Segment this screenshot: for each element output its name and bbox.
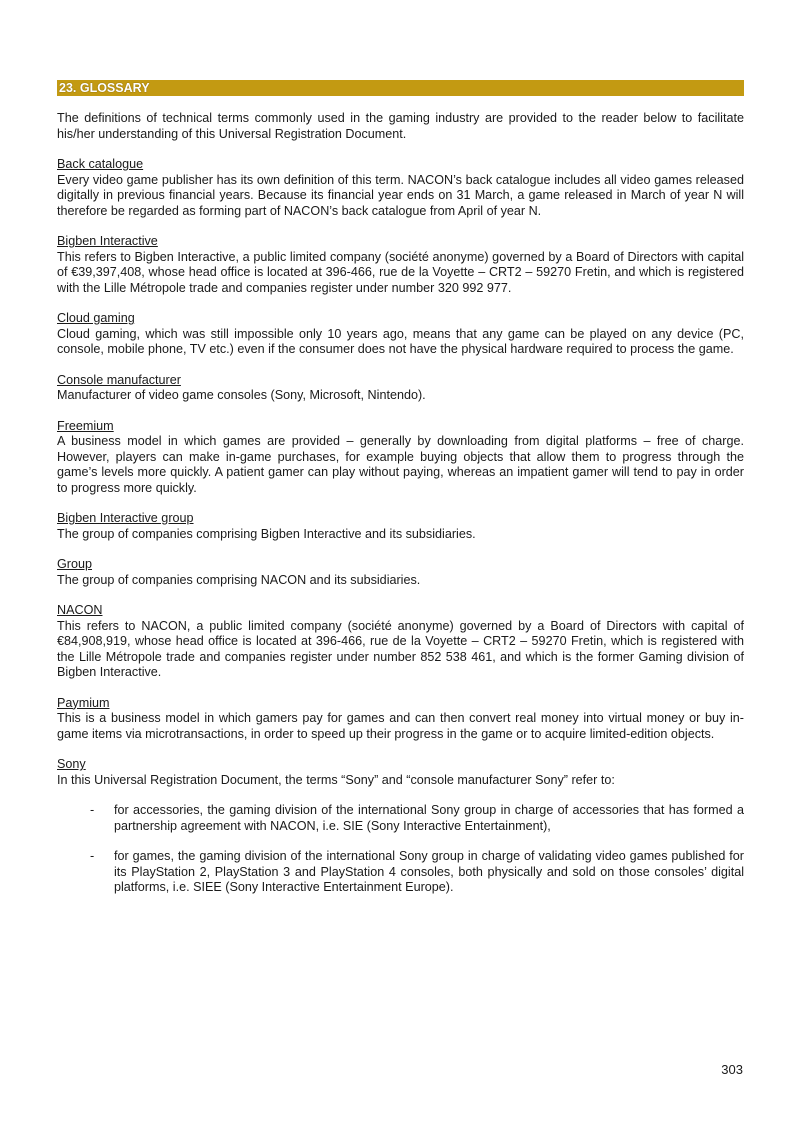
document-page: [57, 80, 744, 911]
glossary-term: Bigben Interactive group: [57, 511, 194, 525]
glossary-entry: [57, 419, 744, 497]
glossary-term: Back catalogue: [57, 157, 144, 171]
list-item-text: for accessories, the gaming division of the international Sony group in charge of accessories that has formed a partnership agreement with NACON, i.e. SIE (Sony Interactive Entertainment),: [114, 803, 744, 833]
sony-definition-list: [57, 803, 744, 896]
glossary-term: Sony: [57, 757, 86, 771]
glossary-entry: [57, 311, 744, 358]
glossary-definition: The group of companies comprising Bigben Interactive and its subsidiaries.: [57, 526, 476, 541]
glossary-term: NACON: [57, 603, 103, 617]
glossary-term: Group: [57, 557, 93, 571]
glossary-term: Console manufacturer: [57, 372, 181, 387]
intro-paragraph: The definitions of technical terms commonly used in the gaming industry are provided to the reader below to facilitate his/her understanding of this Universal Registration Document.: [57, 111, 744, 141]
glossary-definition: Every video game publisher has its own definition of this term. NACON’s back catalogue includes all video games released digitally in previous financial years. Because its financial year ends on 31 March, a game released in March of year N will therefore be regarded as forming part of NACON’s back catalogue from April of year N.: [57, 172, 744, 218]
glossary-definition: Cloud gaming, which was still impossible only 10 years ago, means that any game can be played on any device (PC, console, mobile phone, TV etc.) even if the consumer does not have the physical hardware required to process the game.: [57, 326, 744, 356]
glossary-entry: [57, 757, 744, 896]
glossary-term: Paymium: [57, 695, 110, 710]
glossary-entry: [57, 696, 744, 743]
glossary-entry: [57, 373, 744, 404]
glossary-entry: [57, 603, 744, 681]
glossary-entry: [57, 234, 744, 296]
glossary-definition: This refers to Bigben Interactive, a public limited company (société anonyme) governed by a Board of Directors with capital of €39,397,408, whose head office is located at 396-466, rue de la Voyette – CRT2 – 59270 Fretin, and which is registered with the Lille Métropole trade and companies register under number 320 992 977.: [57, 249, 744, 295]
glossary-entry: [57, 157, 744, 219]
dash-bullet: -: [90, 849, 95, 863]
glossary-definition: A business model in which games are provided – generally by downloading from digital platforms – free of charge. However, players can make in-game purchases, for example buying objects that allow them to progress through the game’s levels more quickly. A patient gamer can play without paying, whereas an impatient gamer will tend to pay in order to progress more quickly.: [57, 434, 744, 495]
list-item: [57, 849, 744, 896]
dash-bullet: -: [90, 803, 95, 817]
glossary-entry: [57, 511, 744, 542]
glossary-definition: This refers to NACON, a public limited company (société anonyme) governed by a Board of Directors with capital of €84,908,919, whose head office is located at 396-466, rue de la Voyette – CRT2 – 59270 Fretin, which is registered with the Lille Métropole trade and companies register under number 852 538 461, and which is the former Gaming division of Bigben Interactive.: [57, 618, 744, 679]
section-title: 23. GLOSSARY: [57, 80, 744, 96]
glossary-term: Bigben Interactive: [57, 234, 158, 248]
glossary-definition: In this Universal Registration Document, the terms “Sony” and “console manufacturer Sony” refer to:: [57, 772, 615, 787]
list-item: [57, 803, 744, 834]
glossary-definition: Manufacturer of video game consoles (Sony, Microsoft, Nintendo).: [57, 388, 426, 402]
glossary-definition: The group of companies comprising NACON and its subsidiaries.: [57, 572, 421, 587]
glossary-term: Cloud gaming: [57, 311, 135, 325]
list-item-text: for games, the gaming division of the international Sony group in charge of validating video games published for its PlayStation 2, PlayStation 3 and PlayStation 4 consoles, both physically and sold on those consoles’ digital platforms, i.e. SIEE (Sony Interactive Entertainment Europe).: [114, 849, 744, 894]
glossary-definition: This is a business model in which gamers pay for games and can then convert real money into virtual money or buy in-game items via microtransactions, in order to speed up their progress in the game or to acquire limited-edition objects.: [57, 711, 744, 741]
page-number: 303: [721, 1062, 743, 1077]
glossary-term: Freemium: [57, 418, 114, 433]
glossary-entry: [57, 557, 744, 588]
